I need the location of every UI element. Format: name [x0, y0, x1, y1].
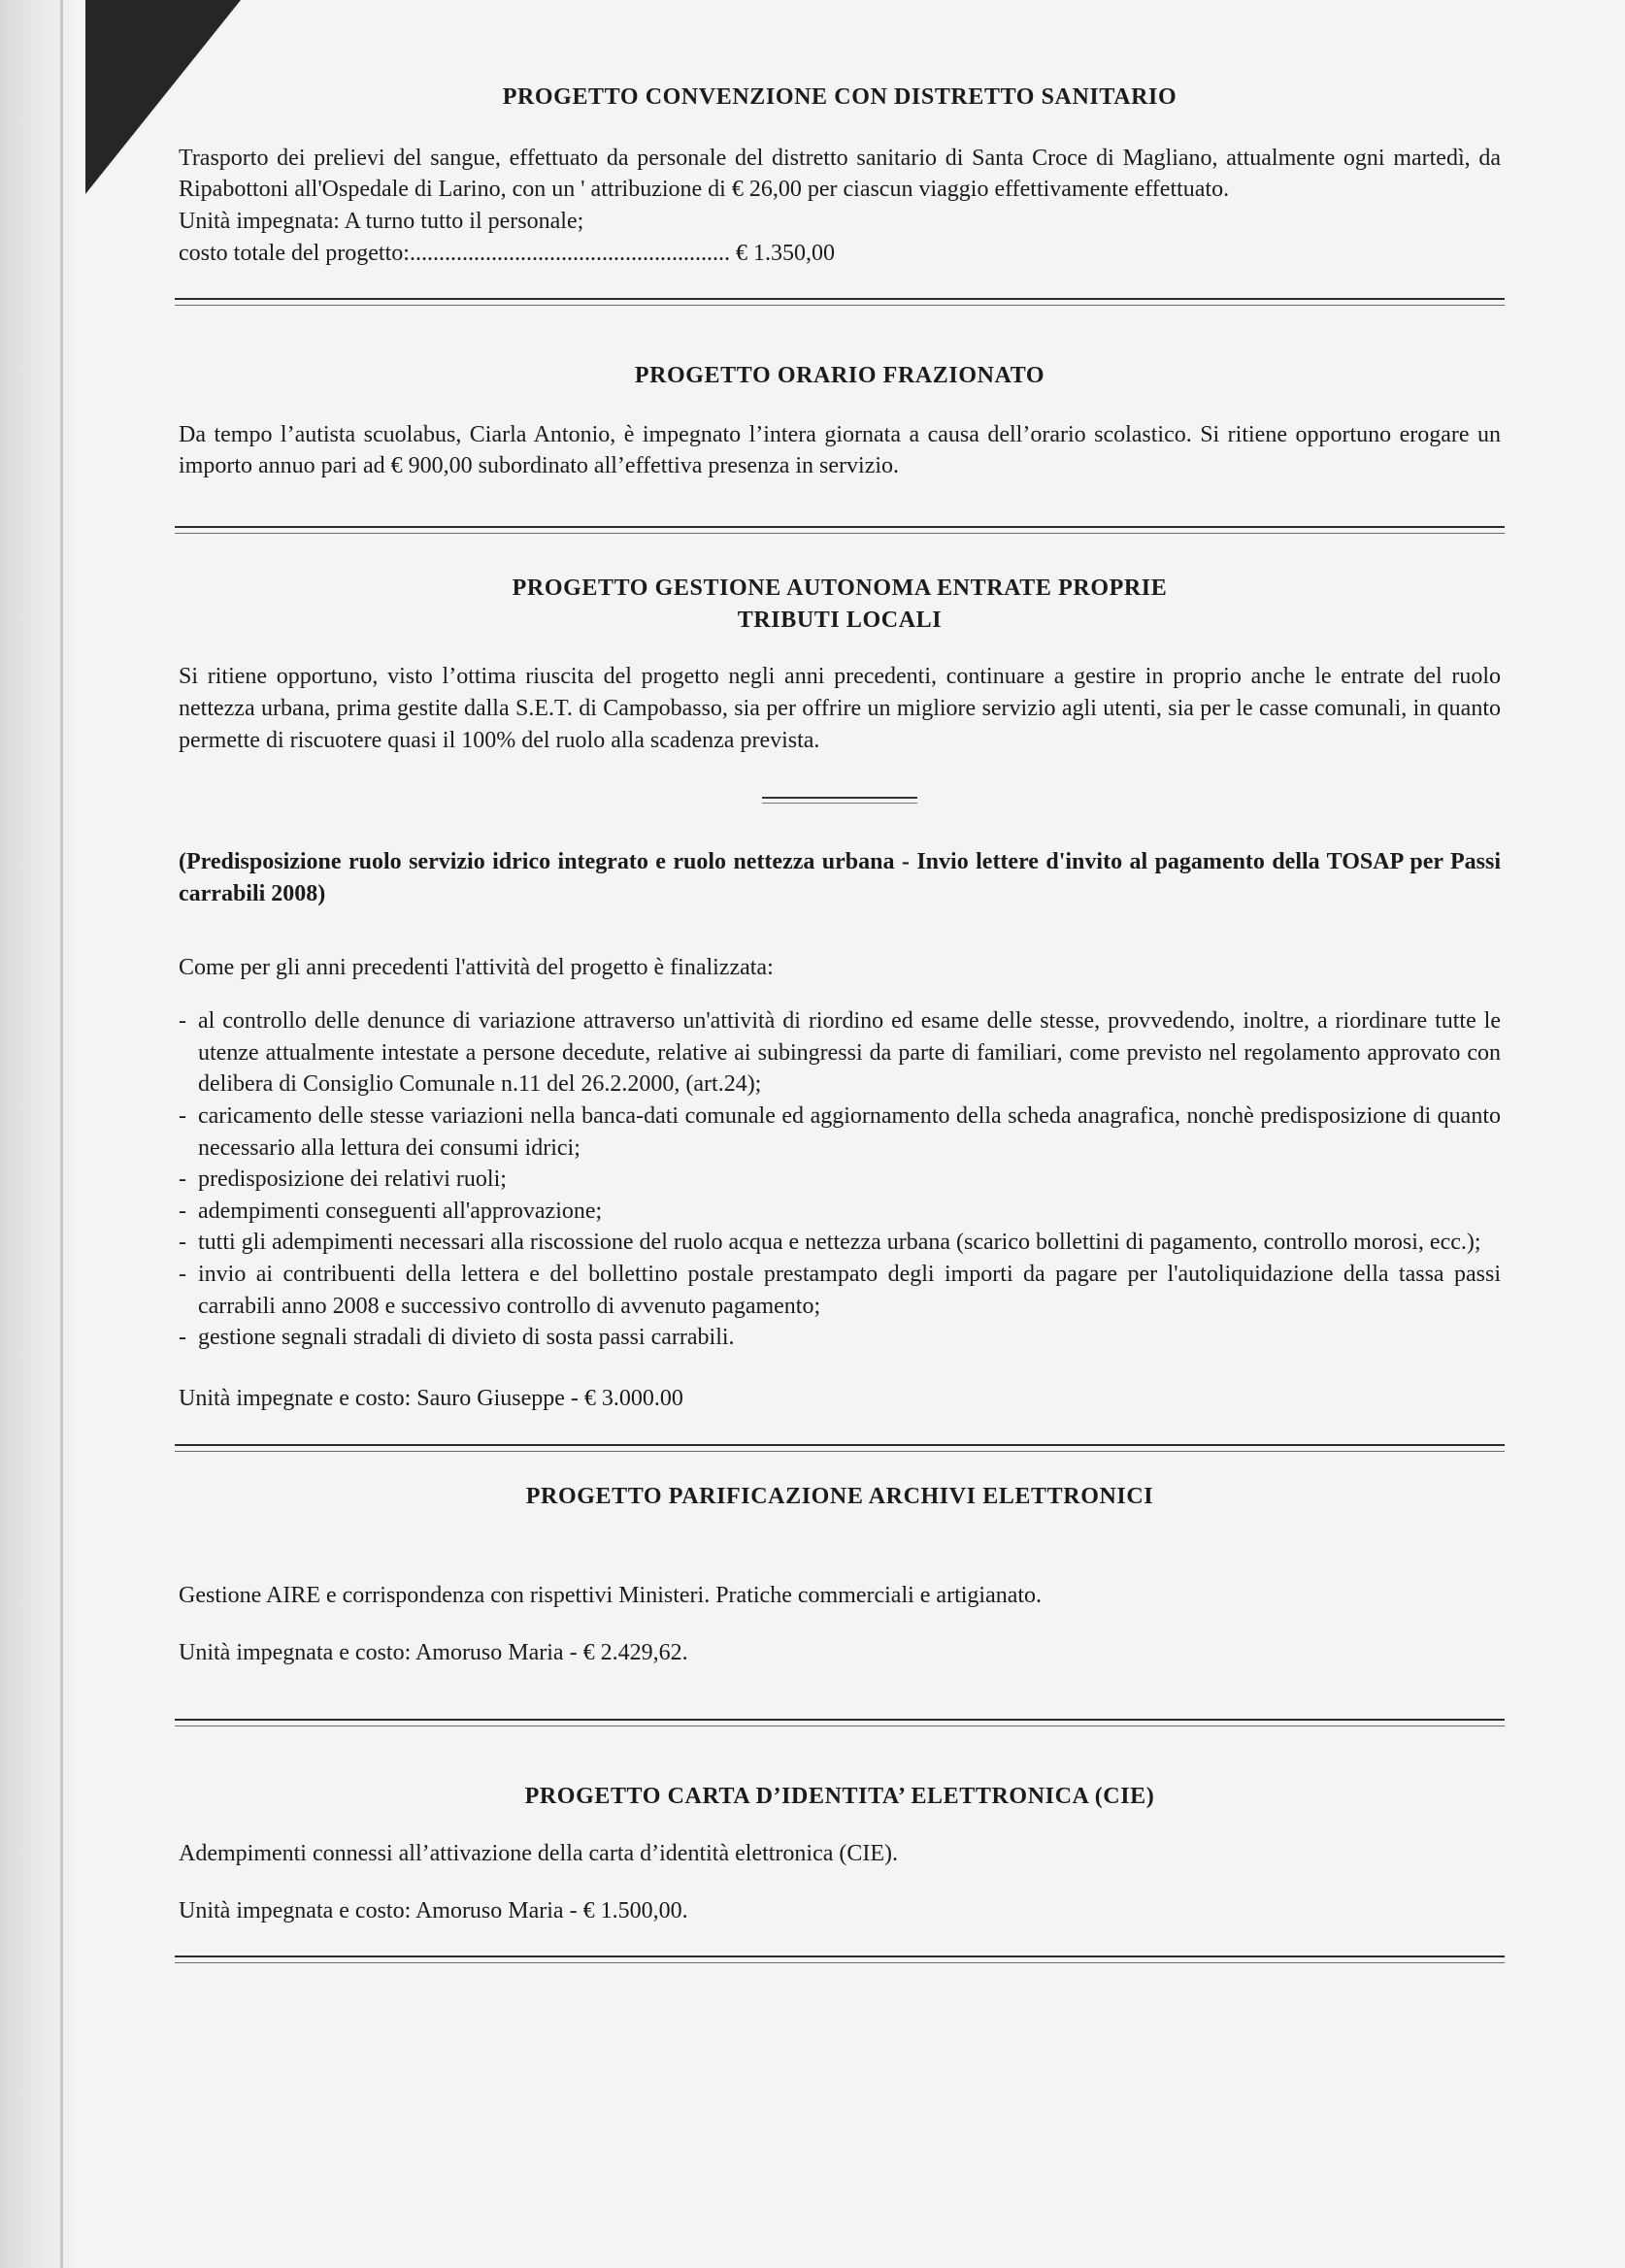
section-text: Si ritiene opportuno, visto l’ottima riuscita del progetto negli anni precedenti, continuare a gestire in proprio anche le entrate del ruolo nettezza urbana, prima gestite dalla S.E.T. di Campobasso, sia per offrire un migliore servizio agli utenti, sia per le casse comunali, in quanto permette di riscuotere quasi il 100% del ruolo alla scadenza prevista. — [179, 664, 1501, 753]
section-text: Gestione AIRE e corrispondenza con rispettivi Ministeri. Pratiche commerciali e artigianato. — [179, 1583, 1043, 1609]
list-item: - caricamento delle stesse variazioni nella banca-dati comunale ed aggiornamento della scheda anagrafica, nonchè predisposizione di quanto necessario alla lettura dei consumi idrici; — [179, 1102, 1501, 1161]
list-item: - al controllo delle denunce di variazione attraverso un'attività di riordino ed esame delle stesse, provvedendo, inoltre, a riordinare tutte le utenze attualmente intestate a persone decedute, relative ai subingressi da parte di familiari, come previsto nel regolamento approvato con delibera di Consiglio Comunale n.11 del 26.2.2000, (art.24); — [179, 1008, 1501, 1098]
section-divider — [175, 526, 1505, 534]
costo-totale: costo totale del progetto:....................................................... € 1.350,00 — [179, 240, 835, 266]
section-divider — [175, 1719, 1505, 1726]
unita-impegnata-costo: Unità impegnata e costo: Amoruso Maria - € 1.500,00. — [179, 1897, 688, 1923]
section-convenzione-distretto — [179, 82, 1501, 306]
unita-impegnate-costo: Unità impegnate e costo: Sauro Giuseppe - € 3.000.00 — [179, 1385, 683, 1411]
list-item: - tutti gli adempimenti necessari alla riscossione del ruolo acqua e nettezza urbana (scarico bollettini di pagamento, controllo morosi, ecc.); — [179, 1230, 1481, 1256]
list-item: - adempimenti conseguenti all'approvazione; — [179, 1198, 603, 1224]
center-divider — [762, 797, 917, 804]
binding-line — [60, 0, 63, 2268]
section-divider — [175, 298, 1505, 306]
document-page — [179, 82, 1501, 1963]
section-heading: (Predisposizione ruolo servizio idrico integrato e ruolo nettezza urbana - Invio lettere d'invito al pagamento della TOSAP per Passi carrabili 2008) — [179, 849, 1501, 906]
section-title: PROGETTO CONVENZIONE CON DISTRETTO SANITARIO — [502, 84, 1177, 110]
section-title: PROGETTO ORARIO FRAZIONATO — [634, 363, 1045, 389]
section-parificazione-archivi — [179, 1481, 1501, 1727]
section-carta-identita — [179, 1781, 1501, 1963]
section-divider — [175, 1444, 1505, 1452]
section-title-line-2: TRIBUTI LOCALI — [737, 607, 943, 633]
page-binding-edge — [0, 0, 76, 2268]
list-item: - predisposizione dei relativi ruoli; — [179, 1167, 507, 1193]
section-text: Adempimenti connessi all’attivazione della carta d’identità elettronica (CIE). — [179, 1841, 899, 1866]
list-item: - gestione segnali stradali di divieto di sosta passi carrabili. — [179, 1325, 735, 1351]
section-divider — [175, 1956, 1505, 1963]
section-intro: Come per gli anni precedenti l'attività del progetto è finalizzata: — [179, 955, 774, 981]
section-title: PROGETTO CARTA D’IDENTITA’ ELETTRONICA (CIE) — [524, 1784, 1155, 1810]
unita-impegnata: Unità impegnata: A turno tutto il personale; — [179, 208, 584, 234]
unita-impegnata-costo: Unità impegnata e costo: Amoruso Maria - € 2.429,62. — [179, 1639, 688, 1665]
section-ruolo-idrico — [179, 846, 1501, 1451]
section-text: Da tempo l’autista scuolabus, Ciarla Antonio, è impegnato l’intera giornata a causa dell’orario scolastico. Si ritiene opportuno erogare un importo annuo pari ad € 900,00 subordinato all’effettiva presenza in servizio. — [179, 421, 1501, 479]
list-item: - invio ai contribuenti della lettera e del bollettino postale prestampato degli importi da pagare per l'autoliquidazione della tassa passi carrabili anno 2008 e successivo controllo di avvenuto pagamento; — [179, 1262, 1501, 1319]
activity-list — [179, 1005, 1501, 1354]
section-title: PROGETTO PARIFICAZIONE ARCHIVI ELETTRONICI — [525, 1483, 1154, 1509]
section-text: Trasporto dei prelievi del sangue, effettuato da personale del distretto sanitario di Santa Croce di Magliano, attualmente ogni martedì, da Ripabottoni all'Ospedale di Larino, con un ' attribuzione di € 26,00 per ciascun viaggio effettivamente effettuato. — [179, 145, 1501, 203]
section-orario-frazionato — [179, 360, 1501, 534]
section-title-line-1: PROGETTO GESTIONE AUTONOMA ENTRATE PROPRIE — [512, 575, 1168, 601]
section-gestione-entrate — [179, 573, 1501, 804]
